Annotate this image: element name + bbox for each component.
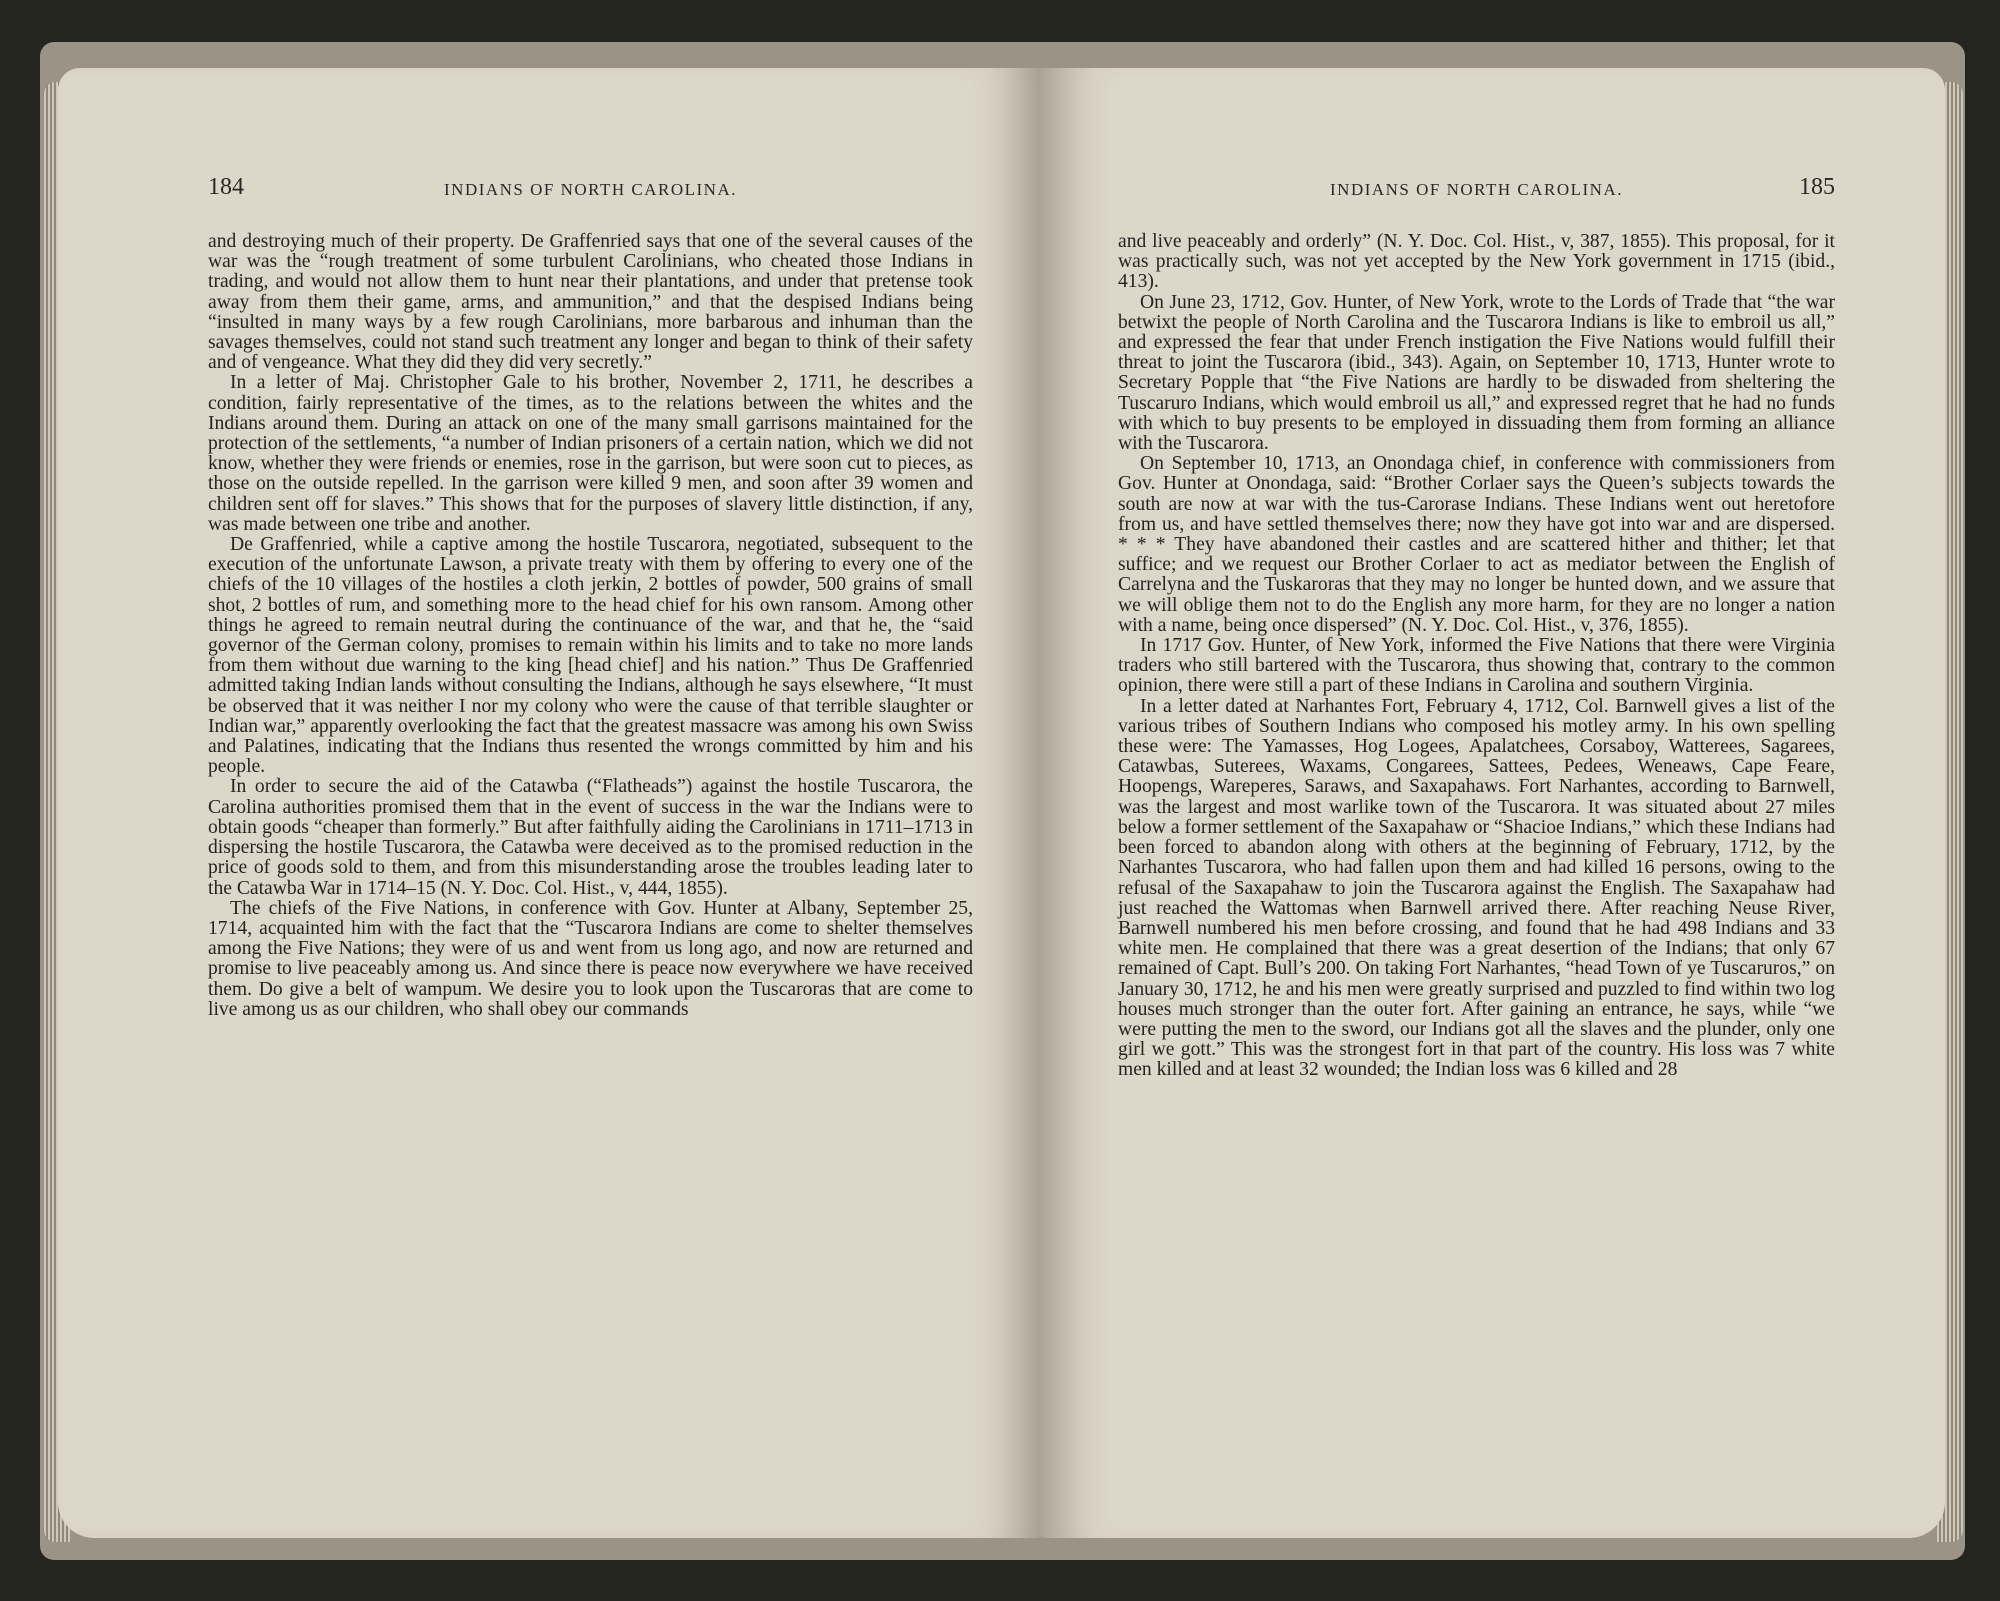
paragraph: and destroying much of their property. De Graffenried says that one of the several causes of the war was the “rough treatment of some turbulent Carolinians, who cheated those Indians in trading, and would not allow them to hunt near their plantations, and under that pretense took away from them their game, arms, and ammunition,” and that the despised Indians being “insulted in many ways by a few rough Carolinians, more barbarous and inhuman than the savages themselves, could not stand such treatment any longer and began to think of their safety and of vengeance. What they did they did very secretly.” xyxy=(208,231,973,374)
paragraph: In 1717 Gov. Hunter, of New York, informed the Five Nations that there were Virginia traders who still bartered with the Tuscarora, thus showing that, contrary to the common opinion, there were still a part of these Indians in Carolina and southern Virginia. xyxy=(1118,635,1835,697)
paragraph: In a letter dated at Narhantes Fort, February 4, 1712, Col. Barnwell gives a list of the various tribes of Southern Indians who composed his motley army. In his own spelling these were: The Yamasses, Hog Logees, Apalatchees, Corsaboy, Watterees, Sagarees, Catawbas, Suterees, Waxams, Congarees, Sattees, Pedees, Weneaws, Cape Feare, Hoopengs, Wareperes, Saraws, and Saxapahaws. Fort Narhantes, according to Barnwell, was the largest and most warlike town of the Tuscarora. It was situated about 27 miles below a former settlement of the Saxapahaw or “Shacioe Indians,” which these Indians had been forced to abandon along with others at the beginning of February, 1712, by the Narhantes Tuscarora, who had fallen upon them and had killed 16 persons, owing to the refusal of the Saxapahaw to join the Tuscarora against the English. The Saxapahaw had just reached the Wattomas when Barnwell arrived there. After reaching Neuse River, Barnwell numbered his men before crossing, and found that he had 498 Indians and 33 white men. He complained that there was a great desertion of the Indians; that only 67 remained of Capt. Bull’s 200. On taking Fort Narhantes, “head Town of ye Tuscaruros,” on January 30, 1712, he and his men were greatly surprised and puzzled to find within two log houses much stronger than the outer fort. After gaining an entrance, he says, while “we were putting the men to the sword, our Indians got all the slaves and the plunder, only one girl we gott.” This was the strongest fort in that part of the country. His loss was 7 white men killed and at least 32 wounded; the Indian loss was 6 killed and 28 xyxy=(1118,695,1835,1081)
left-page xyxy=(58,68,1043,1538)
left-page-header xyxy=(208,176,973,216)
running-head: INDIANS OF NORTH CAROLINA. xyxy=(1330,180,1623,199)
page-number: 185 xyxy=(1799,174,1835,200)
paragraph: In order to secure the aid of the Catawba (“Flatheads”) against the hostile Tuscarora, the Carolina authorities promised them that in the event of success in the war the Indians were to obtain goods “cheaper than formerly.” But after faithfully aiding the Carolinians in 1711–1713 in dispersing the hostile Tuscarora, the Catawba were deceived as to the promised reduction in the price of goods sold to them, and from this misunderstanding arose the troubles leading later to the Catawba War in 1714–15 (N. Y. Doc. Col. Hist., v, 444, 1855). xyxy=(208,776,973,899)
paragraph: The chiefs of the Five Nations, in conference with Gov. Hunter at Albany, September 25, 1714, acquainted him with the fact that the “Tuscarora Indians are come to shelter themselves among the Five Nations; they were of us and went from us long ago, and now are returned and promise to live peaceably among us. And since there is peace now everywhere we have received them. Do give a belt of wampum. We desire you to look upon the Tuscaroras that are come to live among us as our children, who shall obey our commands xyxy=(208,897,973,1020)
paragraph: On September 10, 1713, an Onondaga chief, in conference with commissioners from Gov. Hunter at Onondaga, said: “Brother Corlaer says the Queen’s subjects towards the south are now at war with the tus-Carorase Indians. These Indians went out heretofore from us, and have settled themselves there; now they have got into war and are dispersed. * * * They have abandoned their castles and are scattered hither and thither; let that suffice; and we request our Brother Corlaer to act as mediator between the English of Carrelyna and the Tuskaroras that they may no longer be hunted down, and we assure that we will oblige them not to do the English any more harm, for they are no longer a nation with a name, being once dispersed” (N. Y. Doc. Col. Hist., v, 376, 1855). xyxy=(1118,453,1835,636)
right-page-header xyxy=(1118,176,1835,216)
right-page-body xyxy=(1118,232,1835,1081)
left-page-body xyxy=(208,232,973,1020)
paragraph: On June 23, 1712, Gov. Hunter, of New York, wrote to the Lords of Trade that “the war betwixt the people of North Carolina and the Tuscarora Indians is like to embroil us all,” and expressed the fear that under French instigation the Five Nations would fulfill their threat to joint the Tuscarora (ibid., 343). Again, on September 10, 1713, Hunter wrote to Secretary Popple that “the Five Nations are hardly to be diswaded from sheltering the Tuscaruro Indians, which would embroil us all,” and expressed regret that he had no funds with which to buy presents to be employed in dissuading them from forming an alliance with the Tuscarora. xyxy=(1118,291,1835,455)
page-number: 184 xyxy=(208,174,244,200)
paragraph: De Graffenried, while a captive among the hostile Tuscarora, negotiated, subsequent to the execution of the unfortunate Lawson, a private treaty with them by offering to every one of the chiefs of the 10 villages of the hostiles a cloth jerkin, 2 bottles of powder, 500 grains of small shot, 2 bottles of rum, and something more to the head chief for his own ransom. Among other things he agreed to remain neutral during the continuance of the war, and that he, the “said governor of the German colony, promises to remain within his limits and to take no more lands from them without due warning to the king [head chief] and his nation.” Thus De Graffenried admitted taking Indian lands without consulting the Indians, although he says elsewhere, “It must be observed that it was neither I nor my colony who were the cause of that terrible slaughter or Indian war,” apparently overlooking the fact that the greatest massacre was among his own Swiss and Palatines, indicating that the Indians thus resented the wrongs committed by him and his people. xyxy=(208,534,973,778)
open-book xyxy=(40,42,1965,1560)
right-page xyxy=(1040,68,1945,1538)
running-head: INDIANS OF NORTH CAROLINA. xyxy=(444,180,737,199)
paragraph: and live peaceably and orderly” (N. Y. Doc. Col. Hist., v, 387, 1855). This proposal, for it was practically such, was not yet accepted by the New York government in 1715 (ibid., 413). xyxy=(1118,231,1835,293)
paragraph: In a letter of Maj. Christopher Gale to his brother, November 2, 1711, he describes a condition, fairly representative of the times, as to the relations between the whites and the Indians around them. During an attack on one of the many small garrisons maintained for the protection of the settlements, “a number of Indian prisoners of a certain nation, which we did not know, whether they were friends or enemies, rose in the garrison, but were soon cut to pieces, as those on the outside repelled. In the garrison were killed 9 men, and soon after 39 women and children sent off for slaves.” This shows that for the purposes of slavery little distinction, if any, was made between one tribe and another. xyxy=(208,372,973,535)
